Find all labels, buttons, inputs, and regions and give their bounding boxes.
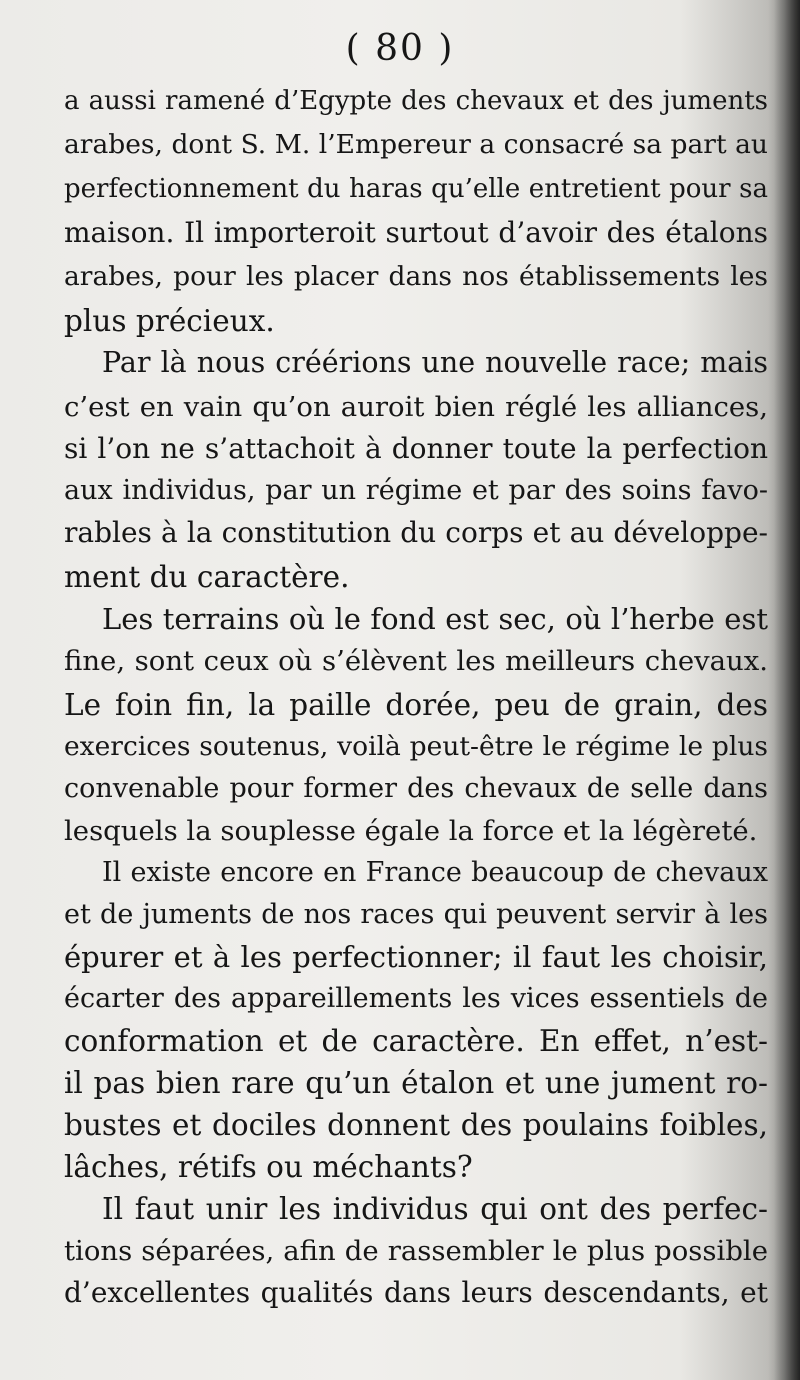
text-line: Le foin fin, la paille dorée, peu de grain, des (64, 688, 768, 722)
text-line: conformation et de caractère. En effet, n’est- (64, 1024, 768, 1058)
text-line: bustes et dociles donnent des poulains foibles, (64, 1108, 768, 1142)
text-line: d’excellentes qualités dans leurs descendants, et (64, 1276, 768, 1309)
text-line: arabes, pour les placer dans nos établissements les (64, 261, 768, 292)
text-line: exercices soutenus, voilà peut-être le régime le plus (64, 731, 768, 762)
text-line: si l’on ne s’attachoit à donner toute la perfection (64, 432, 768, 465)
page-number: ( 80 ) (345, 28, 455, 69)
text-line: fine, sont ceux où s’élèvent les meilleurs chevaux. (64, 645, 768, 677)
text-line: tions séparées, afin de rassembler le plus possible (64, 1235, 768, 1267)
text-line: écarter des appareillements les vices essentiels de (64, 983, 768, 1014)
page-gutter-shadow (774, 0, 800, 1380)
text-line: et de juments de nos races qui peuvent servir à les (64, 899, 768, 930)
paragraph-first-line: Par là nous créérions une nouvelle race; mais (102, 346, 768, 379)
text-line: épurer et à les perfectionner; il faut les choisir, (64, 940, 768, 974)
text-line: lâches, rétifs ou méchants? (64, 1150, 473, 1184)
text-line: convenable pour former des chevaux de selle dans (64, 773, 768, 804)
text-line: ment du caractère. (64, 560, 350, 594)
text-line: plus précieux. (64, 304, 275, 338)
text-line: aux individus, par un régime et par des soins favo- (64, 475, 768, 506)
text-line: il pas bien rare qu’un étalon et une jument ro- (64, 1066, 768, 1100)
text-line: perfectionnement du haras qu’elle entretient pour sa (64, 174, 768, 204)
text-line: lesquels la souplesse égale la force et la légèreté. (64, 815, 758, 847)
text-line: c’est en vain qu’on auroit bien réglé les alliances, (64, 391, 768, 423)
paragraph-first-line: Les terrains où le fond est sec, où l’herbe est (102, 602, 768, 636)
text-line: arabes, dont S. M. l’Empereur a consacré sa part au (64, 129, 768, 160)
text-line: rables à la constitution du corps et au développe- (64, 516, 768, 549)
paragraph-first-line: Il faut unir les individus qui ont des perfec- (102, 1192, 768, 1226)
text-line: maison. Il importeroit surtout d’avoir des étalons (64, 216, 768, 249)
text-line: a aussi ramené d’Egypte des chevaux et des juments (64, 86, 768, 116)
paragraph-first-line: Il existe encore en France beaucoup de chevaux (102, 857, 768, 888)
